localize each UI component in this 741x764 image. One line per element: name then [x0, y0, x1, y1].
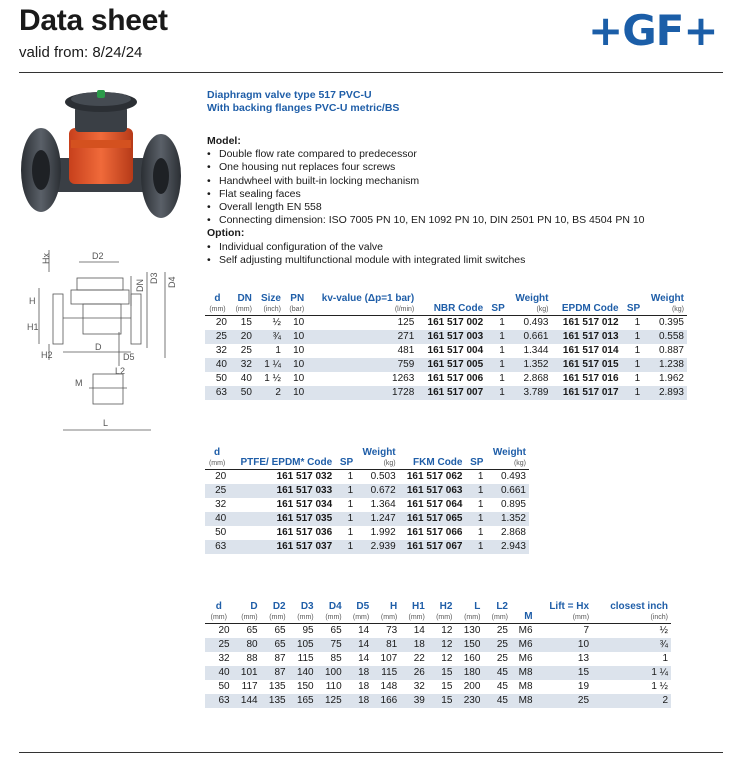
- col-header: SP: [626, 303, 641, 314]
- table-cell: 1728: [307, 386, 417, 400]
- table-cell: 25: [240, 345, 252, 356]
- table-cell: 1.352: [486, 512, 529, 526]
- col-header: PN (bar): [289, 293, 305, 313]
- table-cell: 50: [215, 373, 227, 384]
- table-row: [205, 638, 671, 652]
- table-cell: ¾: [592, 638, 671, 652]
- table-cell: 1.247: [356, 512, 398, 526]
- table-cell: 1: [634, 373, 641, 384]
- table-cell: 1.352: [508, 358, 552, 372]
- table-cell: 18: [358, 681, 370, 692]
- table-row: [205, 498, 529, 512]
- table-cell: 12: [441, 653, 453, 664]
- table-cell: 1: [335, 470, 356, 485]
- table-cell: 180: [455, 666, 483, 680]
- table-cell: 19: [577, 681, 590, 692]
- table-cell: M6: [511, 624, 536, 639]
- table-cell: 0.661: [508, 330, 552, 344]
- table-cell: 87: [261, 666, 289, 680]
- col-header: H (mm): [380, 601, 398, 621]
- table-cell: 10: [284, 358, 307, 372]
- table-cell: 161 517 035: [229, 512, 335, 526]
- table-row: [205, 512, 529, 526]
- footer-divider: [19, 752, 723, 753]
- table-cell: 15: [536, 666, 592, 680]
- table-row: [205, 540, 529, 554]
- table-cell: 0.887: [658, 345, 684, 356]
- col-header: NBR Code: [433, 303, 484, 314]
- label-h1: H1: [27, 322, 39, 332]
- table-cell: 1.364: [370, 499, 396, 510]
- table-cell: 0.493: [486, 470, 529, 485]
- table-row: [205, 680, 671, 694]
- table-cell: 130: [455, 624, 483, 639]
- table-cell: 1.238: [643, 358, 687, 372]
- table-cell: 161 517 003: [417, 330, 486, 344]
- col-header: Weight (kg): [492, 447, 526, 467]
- table-cell: 25: [483, 624, 511, 639]
- table-cell: M6: [511, 638, 536, 652]
- col-header: SP: [339, 457, 354, 468]
- table-cell: 25: [205, 330, 230, 344]
- col-header: H2 (mm): [436, 601, 453, 621]
- table-cell: 161 517 017: [552, 386, 622, 400]
- table-cell: 0.895: [500, 499, 526, 510]
- table-cell: 1: [622, 358, 644, 372]
- table-cell: 20: [205, 624, 233, 639]
- table-row: [205, 386, 687, 400]
- table-cell: 25: [536, 694, 592, 708]
- table-cell: 1.962: [658, 373, 684, 384]
- table-row: [205, 358, 687, 372]
- table-cell: 161 517 014: [562, 345, 619, 356]
- table-cell: 1: [465, 512, 486, 526]
- product-line2: With backing flanges PVC-U metric/BS: [207, 102, 400, 114]
- table-cell: 161 517 007: [417, 386, 486, 400]
- table-cell: 85: [330, 653, 342, 664]
- table-cell: 144: [233, 694, 261, 708]
- model-section: [207, 135, 645, 267]
- table-cell: 2.868: [500, 527, 526, 538]
- table-cell: 10: [293, 345, 305, 356]
- header-divider: [19, 72, 723, 73]
- table-cell: 161 517 037: [229, 540, 335, 554]
- col-header: Weight (kg): [515, 293, 549, 313]
- table-cell: 1 ¼: [255, 358, 284, 372]
- table-cell: 15: [428, 666, 456, 680]
- table-cell: 1: [486, 358, 508, 372]
- table-cell: 1: [465, 540, 486, 554]
- table-cell: 0.672: [356, 484, 398, 498]
- table-cell: 1: [499, 345, 505, 356]
- table-cell: 759: [307, 358, 417, 372]
- col-header: kv-value (Δp=1 bar) (l/min): [321, 293, 415, 313]
- table-cell: 101: [233, 666, 261, 680]
- table-cell: 40: [205, 358, 230, 372]
- col-header: SP: [491, 303, 505, 314]
- table-cell: 161 517 064: [406, 499, 463, 510]
- table-cell: 161 517 004: [427, 345, 484, 356]
- table-cell: 80: [233, 638, 261, 652]
- table-row: [205, 694, 671, 708]
- table-cell: 2.939: [356, 540, 398, 554]
- label-l2: L2: [115, 366, 126, 376]
- table-cell: 1 ½: [264, 373, 281, 384]
- dimension-drawing: [19, 248, 187, 438]
- table-cell: 161 517 066: [406, 527, 463, 538]
- product-line1: Diaphragm valve type 517 PVC-U: [207, 89, 372, 101]
- table-cell: 148: [380, 681, 398, 692]
- table-cell: 1: [662, 653, 668, 664]
- table-cell: 2.893: [643, 386, 687, 400]
- table-cell: 25: [483, 638, 511, 652]
- table-cell: 0.493: [508, 316, 552, 331]
- col-header: DN (mm): [235, 293, 252, 313]
- table-cell: 50: [215, 527, 227, 538]
- col-header: EPDM Code: [561, 303, 619, 314]
- table-cell: 40: [205, 512, 229, 526]
- table-cell: 2: [255, 386, 284, 400]
- table-cell: 65: [261, 624, 289, 639]
- model-heading: Model:: [207, 135, 241, 147]
- table-cell: 107: [380, 653, 398, 664]
- table-cell: 25: [496, 653, 508, 664]
- table-row: [205, 652, 671, 666]
- table-cell: 161 517 034: [276, 499, 333, 510]
- model-item: • Connecting dimension: ISO 7005 PN 10, EN 1092 PN 10, DIN 2501 PN 10, BS 4504 PN 10: [207, 214, 645, 227]
- table-cell: 25: [205, 484, 229, 498]
- table-cell: 1.992: [370, 527, 396, 538]
- table-cell: 1: [335, 540, 356, 554]
- label-l: L: [103, 418, 109, 428]
- label-d3: D3: [149, 272, 159, 284]
- table-cell: 1: [465, 470, 486, 485]
- table-cell: 1: [477, 527, 484, 538]
- table-cell: 115: [297, 653, 314, 664]
- table-cell: ½: [592, 624, 671, 639]
- table-cell: 110: [325, 681, 342, 692]
- table-cell: 1: [499, 373, 505, 384]
- col-header: L (mm): [464, 601, 481, 621]
- table-cell: M8: [511, 666, 536, 680]
- table-cell: 26: [400, 666, 428, 680]
- table-cell: 161 517 033: [229, 484, 335, 498]
- table-cell: 161 517 062: [399, 470, 466, 485]
- table-cell: 160: [463, 653, 481, 664]
- col-header: D4 (mm): [325, 601, 342, 621]
- table-cell: 63: [205, 386, 230, 400]
- table-cell: 7: [536, 624, 592, 639]
- table-cell: 40: [205, 666, 233, 680]
- table-cell: 10: [293, 373, 305, 384]
- col-header: Weight (kg): [650, 293, 684, 313]
- col-header: closest inch (inch): [610, 601, 668, 621]
- col-header: Lift = Hx (mm): [549, 601, 590, 621]
- col-header: d (mm): [210, 601, 227, 621]
- table-cell: 50: [230, 386, 255, 400]
- table-cell: 1: [486, 330, 508, 344]
- table-cell: 0.661: [486, 484, 529, 498]
- col-header: D5 (mm): [352, 601, 370, 621]
- table-cell: 81: [372, 638, 400, 652]
- table-row: [205, 666, 671, 680]
- label-dn: DN: [135, 279, 145, 292]
- table-cell: 32: [218, 653, 230, 664]
- option-heading: Option:: [207, 227, 245, 240]
- table-cell: 45: [483, 666, 511, 680]
- model-item: • One housing nut replaces four screws: [207, 161, 645, 174]
- table-cell: 15: [230, 316, 255, 331]
- table-cell: 88: [246, 653, 258, 664]
- model-item: • Handwheel with built-in locking mechanism: [207, 175, 645, 188]
- table-cell: 481: [397, 345, 415, 356]
- table-cell: 2: [592, 694, 671, 708]
- table-cell: 10: [284, 316, 307, 331]
- table-cell: 0.395: [643, 316, 687, 331]
- table-cell: 135: [268, 681, 286, 692]
- table-cell: 15: [428, 694, 456, 708]
- table-cell: M6: [518, 653, 533, 664]
- table-cell: 15: [441, 681, 453, 692]
- table-cell: ½: [255, 316, 284, 331]
- table-cell: 20: [230, 330, 255, 344]
- table-cell: 75: [317, 638, 345, 652]
- table-row: [205, 470, 529, 485]
- table-cell: 14: [345, 638, 373, 652]
- table-cell: 14: [345, 624, 373, 639]
- table-cell: 13: [577, 653, 590, 664]
- table-cell: 39: [400, 694, 428, 708]
- table-cell: 1.344: [523, 345, 549, 356]
- table-cell: 150: [455, 638, 483, 652]
- table-cell: 161 517 013: [552, 330, 622, 344]
- table-cell: 161 517 006: [427, 373, 484, 384]
- table-cell: 1: [622, 330, 644, 344]
- product-subtitle: [207, 89, 399, 115]
- table-cell: 1: [465, 484, 486, 498]
- col-header: M: [524, 611, 533, 622]
- col-header: Size (inch): [260, 293, 281, 313]
- table-cell: 14: [400, 624, 428, 639]
- table-cell: 0.558: [643, 330, 687, 344]
- label-d: D: [95, 342, 102, 352]
- order-table-nbr-epdm: [205, 292, 687, 400]
- col-header: d (mm): [209, 293, 226, 313]
- label-d2: D2: [92, 251, 104, 261]
- table-cell: 166: [372, 694, 400, 708]
- table-cell: 65: [261, 638, 289, 652]
- table-cell: 161 517 016: [562, 373, 619, 384]
- table-cell: 1 ½: [651, 681, 668, 692]
- table-cell: 0.503: [356, 470, 398, 485]
- table-cell: 10: [536, 638, 592, 652]
- model-item: • Flat sealing faces: [207, 188, 645, 201]
- table-cell: 115: [372, 666, 400, 680]
- table-cell: 150: [296, 681, 314, 692]
- table-cell: 18: [345, 666, 373, 680]
- table-cell: 1: [335, 484, 356, 498]
- table-cell: 18: [400, 638, 428, 652]
- label-hx: Hx: [41, 253, 51, 264]
- table-cell: 161 517 005: [417, 358, 486, 372]
- table-cell: 135: [261, 694, 289, 708]
- table-cell: 125: [317, 694, 345, 708]
- col-header: FKM Code: [413, 457, 463, 468]
- table-cell: 12: [428, 638, 456, 652]
- table-cell: 10: [284, 330, 307, 344]
- table-row: [205, 330, 687, 344]
- table-cell: 32: [215, 499, 227, 510]
- table-row: [205, 624, 671, 639]
- label-d5: D5: [123, 352, 135, 362]
- table-cell: 18: [345, 694, 373, 708]
- col-header: L2 (mm): [491, 601, 508, 621]
- col-header: PTFE/ EPDM* Code: [240, 457, 333, 468]
- table-row: [205, 344, 687, 358]
- table-cell: 10: [284, 386, 307, 400]
- table-cell: 1: [335, 512, 356, 526]
- gf-logo: +GF+: [588, 6, 718, 55]
- table-cell: 271: [307, 330, 417, 344]
- col-header: D2 (mm): [269, 601, 286, 621]
- table-cell: 20: [205, 470, 229, 485]
- dimensions-table: [205, 600, 671, 708]
- col-header: D3 (mm): [297, 601, 314, 621]
- table-cell: 161 517 065: [399, 512, 466, 526]
- option-item: • Individual configuration of the valve: [207, 241, 645, 254]
- table-row: [205, 372, 687, 386]
- table-cell: 1: [486, 386, 508, 400]
- table-cell: 125: [307, 316, 417, 331]
- table-cell: 161 517 063: [399, 484, 466, 498]
- table-cell: 45: [496, 681, 508, 692]
- valid-date: valid from: 8/24/24: [19, 44, 143, 61]
- model-item: • Double flow rate compared to predecessor: [207, 148, 645, 161]
- table-cell: 1: [477, 499, 484, 510]
- table-cell: 161 517 012: [552, 316, 622, 331]
- order-table-ptfe-fkm: [205, 446, 529, 554]
- table-cell: 200: [463, 681, 481, 692]
- table-cell: 95: [289, 624, 317, 639]
- table-cell: 65: [233, 624, 261, 639]
- label-h: H: [29, 296, 36, 306]
- table-cell: 140: [289, 666, 317, 680]
- table-cell: 32: [230, 358, 255, 372]
- table-cell: 32: [413, 681, 425, 692]
- table-cell: 3.789: [508, 386, 552, 400]
- table-cell: 1: [347, 527, 354, 538]
- label-d4: D4: [167, 276, 177, 288]
- table-cell: 161 517 067: [399, 540, 466, 554]
- table-cell: 63: [205, 540, 229, 554]
- table-cell: 32: [215, 345, 227, 356]
- table-cell: M8: [511, 694, 536, 708]
- table-cell: 161 517 036: [276, 527, 333, 538]
- page-title: Data sheet: [19, 4, 168, 37]
- table-cell: 1: [634, 345, 641, 356]
- table-cell: 1263: [392, 373, 415, 384]
- table-cell: 230: [455, 694, 483, 708]
- col-header: SP: [470, 457, 484, 468]
- table-cell: 2.868: [523, 373, 549, 384]
- table-cell: 25: [205, 638, 233, 652]
- table-cell: 73: [372, 624, 400, 639]
- table-cell: 1: [275, 345, 281, 356]
- table-row: [205, 526, 529, 540]
- label-h2: H2: [41, 350, 53, 360]
- table-cell: 100: [317, 666, 345, 680]
- table-cell: 12: [428, 624, 456, 639]
- col-header: d (mm): [208, 447, 226, 467]
- table-cell: 45: [483, 694, 511, 708]
- col-header: Weight (kg): [362, 447, 396, 467]
- table-cell: 117: [241, 681, 258, 692]
- table-cell: 1: [347, 499, 354, 510]
- table-cell: 161 517 032: [229, 470, 335, 485]
- table-cell: 2.943: [486, 540, 529, 554]
- table-cell: 161 517 002: [417, 316, 486, 331]
- table-row: [205, 316, 687, 331]
- table-cell: 161 517 015: [552, 358, 622, 372]
- table-cell: 105: [289, 638, 317, 652]
- table-cell: 1 ¼: [592, 666, 671, 680]
- option-item: • Self adjusting multifunctional module with integrated limit switches: [207, 254, 645, 267]
- col-header: D (mm): [241, 601, 258, 621]
- table-row: [205, 484, 529, 498]
- table-cell: 40: [240, 373, 252, 384]
- label-m: M: [75, 378, 83, 388]
- table-cell: 87: [274, 653, 286, 664]
- table-cell: 22: [413, 653, 425, 664]
- table-cell: M8: [518, 681, 533, 692]
- table-cell: 50: [218, 681, 230, 692]
- table-cell: 1: [622, 386, 644, 400]
- model-item: • Overall length EN 558: [207, 201, 645, 214]
- table-cell: ¾: [255, 330, 284, 344]
- table-cell: 63: [205, 694, 233, 708]
- valve-photo: [19, 88, 187, 228]
- table-cell: 1: [622, 316, 644, 331]
- table-cell: 1: [486, 316, 508, 331]
- table-cell: 65: [317, 624, 345, 639]
- table-cell: 165: [289, 694, 317, 708]
- table-cell: 20: [205, 316, 230, 331]
- col-header: H1 (mm): [408, 601, 425, 621]
- table-cell: 14: [358, 653, 370, 664]
